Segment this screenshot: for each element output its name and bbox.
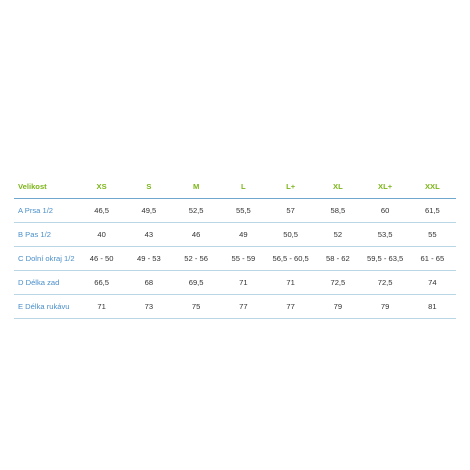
measurement-value: 61 - 65 [409, 247, 456, 271]
size-header-m: M [173, 174, 220, 199]
measurement-value: 52 [314, 223, 361, 247]
measurement-value: 68 [125, 271, 172, 295]
size-header-l: L [220, 174, 267, 199]
table-row [14, 295, 456, 319]
measurement-value: 66,5 [78, 271, 125, 295]
measurement-value: 55 [409, 223, 456, 247]
measurement-label: C Dolní okraj 1/2 [14, 247, 78, 271]
measurement-value: 52 - 56 [173, 247, 220, 271]
measurement-value: 75 [173, 295, 220, 319]
size-header-l-plus: L+ [267, 174, 314, 199]
measurement-value: 71 [220, 271, 267, 295]
size-header-xxl: XXL [409, 174, 456, 199]
measurement-label: A Prsa 1/2 [14, 199, 78, 223]
measurement-value: 72,5 [314, 271, 361, 295]
measurement-value: 46 - 50 [78, 247, 125, 271]
measurement-label: E Délka rukávu [14, 295, 78, 319]
measurement-value: 59,5 - 63,5 [362, 247, 409, 271]
measurement-value: 57 [267, 199, 314, 223]
table-row [14, 271, 456, 295]
size-column-header: Velikost [14, 174, 78, 199]
table-row [14, 223, 456, 247]
measurement-value: 79 [314, 295, 361, 319]
measurement-value: 72,5 [362, 271, 409, 295]
size-header-xl: XL [314, 174, 361, 199]
measurement-value: 53,5 [362, 223, 409, 247]
measurement-label: D Délka zad [14, 271, 78, 295]
size-header-xl-plus: XL+ [362, 174, 409, 199]
measurement-value: 74 [409, 271, 456, 295]
measurement-value: 61,5 [409, 199, 456, 223]
measurement-value: 49,5 [125, 199, 172, 223]
measurement-value: 46,5 [78, 199, 125, 223]
measurement-value: 56,5 - 60,5 [267, 247, 314, 271]
measurement-value: 77 [267, 295, 314, 319]
table-row [14, 247, 456, 271]
measurement-value: 50,5 [267, 223, 314, 247]
measurement-value: 79 [362, 295, 409, 319]
measurement-value: 81 [409, 295, 456, 319]
measurement-value: 43 [125, 223, 172, 247]
measurement-value: 58,5 [314, 199, 361, 223]
size-table [14, 174, 456, 319]
measurement-value: 73 [125, 295, 172, 319]
table-row [14, 199, 456, 223]
measurement-value: 77 [220, 295, 267, 319]
measurement-label: B Pas 1/2 [14, 223, 78, 247]
measurement-value: 46 [173, 223, 220, 247]
measurement-value: 69,5 [173, 271, 220, 295]
measurement-value: 55 - 59 [220, 247, 267, 271]
measurement-value: 71 [267, 271, 314, 295]
measurement-value: 60 [362, 199, 409, 223]
size-header-xs: XS [78, 174, 125, 199]
size-table-body [14, 199, 456, 319]
size-header-row [14, 174, 456, 199]
measurement-value: 49 [220, 223, 267, 247]
measurement-value: 52,5 [173, 199, 220, 223]
size-header-s: S [125, 174, 172, 199]
measurement-value: 49 - 53 [125, 247, 172, 271]
measurement-value: 71 [78, 295, 125, 319]
measurement-value: 55,5 [220, 199, 267, 223]
measurement-value: 58 - 62 [314, 247, 361, 271]
measurement-value: 40 [78, 223, 125, 247]
